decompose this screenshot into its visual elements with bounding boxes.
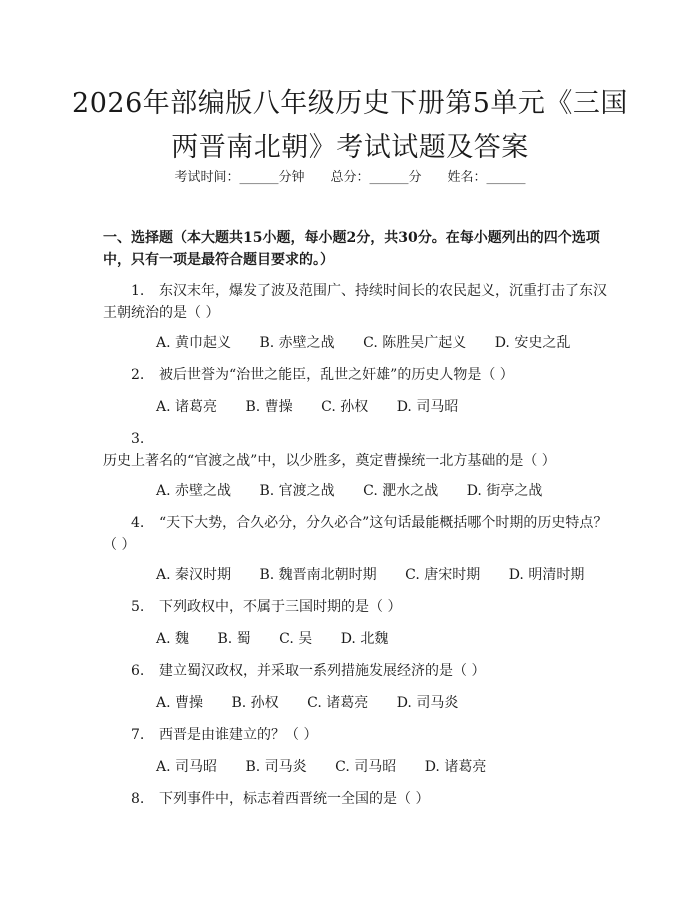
option-b: B. 蜀 [217, 631, 251, 647]
page-title: 2026年部编版八年级历史下册第5单元《三国两晋南北朝》考试试题及答案 [72, 88, 628, 163]
question-7 [103, 724, 608, 746]
option-a: A. 诸葛亮 [156, 399, 218, 415]
question-4 [103, 512, 608, 556]
option-d: D. 司马炎 [396, 695, 459, 711]
question-1-options [156, 333, 594, 353]
option-c: C. 司马昭 [335, 759, 397, 775]
question-7-options [156, 757, 510, 777]
option-a: A. 赤壁之战 [156, 483, 232, 499]
option-c: C. 诸葛亮 [307, 695, 369, 711]
question-number: 7. [131, 727, 145, 743]
question-number: 4. [131, 515, 145, 531]
question-text: 西晋是由谁建立的？（ ） [159, 727, 318, 743]
option-b: B. 曹操 [245, 399, 293, 415]
section-heading: 一、选择题（本大题共15小题，每小题2分，共30分。在每小题列出的四个选项中，只有一项是最符合题目要求的。） [103, 230, 600, 268]
question-text: 被后世誉为“治世之能臣，乱世之奸雄”的历史人物是（ ） [159, 367, 514, 383]
question-4-options [156, 565, 608, 585]
question-text: 东汉末年，爆发了波及范围广、持续时间长的农民起义，沉重打击了东汉王朝统治的是（ ） [103, 283, 607, 321]
option-b: B. 魏晋南北朝时期 [259, 567, 377, 583]
question-5-options [156, 629, 412, 649]
question-number: 2. [131, 367, 145, 383]
question-number: 5. [131, 599, 145, 615]
question-text: 下列事件中，标志着西晋统一全国的是（ ） [159, 791, 430, 807]
option-a: A. 黄巾起义 [156, 335, 232, 351]
question-number: 6. [131, 663, 145, 679]
option-d: D. 街亭之战 [466, 483, 543, 499]
option-c: C. 淝水之战 [363, 483, 439, 499]
question-text: 下列政权中，不属于三国时期的是（ ） [159, 599, 402, 615]
option-c: C. 唐宋时期 [405, 567, 481, 583]
question-number: 3. [131, 431, 145, 447]
option-b: B. 孙权 [231, 695, 279, 711]
question-6-options [156, 693, 482, 713]
option-d: D. 安史之乱 [494, 335, 571, 351]
question-number: 8. [131, 791, 145, 807]
option-a: A. 魏 [156, 631, 190, 647]
question-3 [103, 428, 608, 472]
question-text: “天下大势，合久必分，分久必合”这句话最能概括哪个时期的历史特点？（ ） [103, 515, 608, 553]
question-2-options [156, 397, 482, 417]
option-c: C. 孙权 [321, 399, 369, 415]
question-text: 历史上著名的“官渡之战”中，以少胜多，奠定曹操统一北方基础的是（ ） [103, 453, 556, 469]
option-a: A. 曹操 [156, 695, 204, 711]
option-a: A. 秦汉时期 [156, 567, 232, 583]
question-8 [103, 788, 608, 810]
question-1 [103, 280, 608, 324]
question-number: 1. [131, 283, 145, 299]
option-c: C. 吴 [279, 631, 313, 647]
question-5 [103, 596, 608, 618]
option-d: D. 明清时期 [508, 567, 585, 583]
exam-meta: 考试时间：______分钟 总分：______分 姓名：______ [174, 170, 526, 185]
option-a: A. 司马昭 [156, 759, 218, 775]
question-3-options [156, 481, 566, 501]
question-6 [103, 660, 608, 682]
option-b: B. 赤壁之战 [259, 335, 335, 351]
option-c: C. 陈胜吴广起义 [363, 335, 467, 351]
option-b: B. 官渡之战 [259, 483, 335, 499]
question-2 [103, 364, 608, 386]
question-text: 建立蜀汉政权，并采取一系列措施发展经济的是（ ） [159, 663, 486, 679]
option-d: D. 北魏 [340, 631, 389, 647]
option-d: D. 司马昭 [396, 399, 459, 415]
option-b: B. 司马炎 [245, 759, 307, 775]
option-d: D. 诸葛亮 [424, 759, 487, 775]
